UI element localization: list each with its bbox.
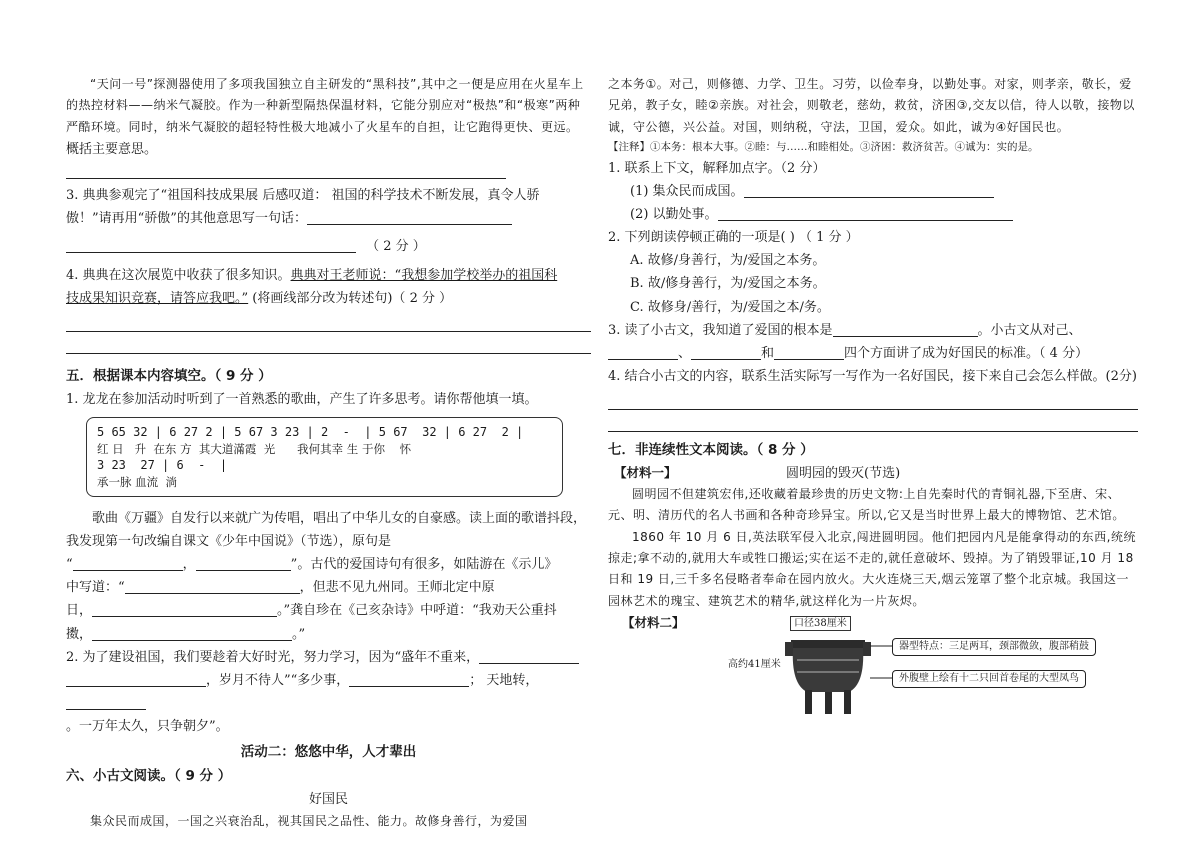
material-1-paragraph-2: 1860 年 10 月 6 日,英法联军侵入北京,闯进圆明园。他们把园内凡是能拿得动的东西,统统掠走;拿不动的,就用大车或牲口搬运;实在运不走的,就任意破坏、毁掉。为了销毁罪证,10 月 18 日和 19 日,三千多名侵略者奉命在园内放火。大火连烧三天,烟云笼罩了整个北京城。我国这一园林艺术的瑰宝、建筑艺术的精华,就这样化为一片灰烬。 (608, 529, 1136, 608)
music-score (86, 417, 563, 497)
summary-question: 概括主要意思。 (66, 138, 591, 184)
section-6-title: 六、小古文阅读。（ 9 分 ） (66, 768, 232, 785)
fill-blank-8[interactable] (349, 672, 469, 687)
section-6-q3-line1: 3. 读了小古文，我知道了爱国的根本是 。小古文从对己、 (608, 322, 1082, 338)
fill-line-3: 日， 。”龚自珍在《己亥杂诗》中呼道：“我劝天公重抖 (66, 603, 557, 619)
q1-answer-blank-2[interactable] (718, 206, 1013, 221)
fill-blank-2[interactable] (196, 556, 291, 571)
fill-line-1: “ ， ”。古代的爱国诗句有很多，如陆游在《示儿》 (66, 557, 558, 573)
classic-text-part-1: 集众民而成国，一国之兴衰治乱，视其国民之品性、能力。故修身善行，为爱国 (90, 814, 528, 829)
material-1-paragraph-1: 圆明园不但建筑宏伟,还收藏着最珍贵的历史文物:上自先秦时代的青铜礼器,下至唐、宋、元、明、清历代的名人书画和各种奇珍异宝。所以,它又是当时世界上最大的博物馆、艺术馆。 (608, 487, 1125, 523)
summary-answer-blank[interactable] (66, 164, 506, 179)
underlined-sentence-cont: 技成果知识竞赛，请答应我吧。” (66, 290, 249, 306)
section-6-q1: 1. 联系上下文，解释加点字。（2 分） (608, 160, 826, 176)
activity-2-title: 活动二：悠悠中华，人才辈出 (240, 744, 417, 761)
bronze-vessel-figure (608, 618, 1138, 728)
q3-blank-2[interactable] (608, 345, 678, 360)
q1-part-1: (1) 集众民而成国。 (608, 180, 1138, 203)
underlined-sentence: 典典对王老师说：“我想参加学校举办的祖国科 (290, 267, 558, 283)
fill-blank-4[interactable] (92, 602, 277, 617)
fill-blank-7[interactable] (66, 672, 206, 687)
q1-answer-blank-1[interactable] (744, 183, 994, 198)
fill-blank-6[interactable] (479, 649, 579, 664)
section-6-q3-line2: 、 和 四个方面讲了成为好国民的标准。（ 4 分） (608, 342, 1138, 365)
fill-blank-5[interactable] (92, 626, 292, 641)
bronze-vessel-image (783, 626, 873, 718)
fill-blank-1[interactable] (73, 556, 183, 571)
q3-answer-blank-1[interactable] (307, 210, 512, 225)
question-3-line1: 3. 典典参观完了“祖国科技成果展 后感叹道： 祖国的科学技术不断发展，真令人骄 (66, 188, 540, 204)
q3-answer-blank-2[interactable] (66, 238, 356, 253)
q4-right-answer-line-1[interactable] (608, 388, 1138, 410)
annotation-notes: 【注释】①本务：根本大事。②睦：与……和睦相处。③济困：救济贫苦。④诚为：实的是。 (608, 141, 1039, 154)
right-column (608, 74, 1138, 728)
q4-right-answer-line-2[interactable] (608, 410, 1138, 432)
q2-option-a[interactable]: A. 故修/身善行，为/爱国之本务。 (630, 253, 826, 269)
left-column (66, 74, 591, 833)
question-4: 4. 典典在这次展览中收获了很多知识。典典对王老师说：“我想参加学校举办的祖国科 技成果知识竞赛，请答应我吧。” (将画线部分改为转述句)（ 2 分 ） (66, 267, 558, 306)
material-1-title: 圆明园的毁灭(节选) (786, 466, 901, 482)
material-1-header: 【材料一】 圆明园的毁灭(节选) (608, 462, 1138, 484)
music-notes-row-1: 5 65 32 | 6 27 2 | 5 67 3 23 | 2 - | 5 67 32 | 6 27 2 | (97, 425, 524, 440)
reading-passage: “天问一号”探测器使用了多项我国独立自主研发的“黑科技”,其中之一便是应用在火星车上的热控材料——纳米气凝胶。作为一种新型隔热保温材料，它能分别应对“极热”和“极寒”两种严酷环境。同时，纳米气凝胶的超轻特性极大地减小了火星车的自担，让它跑得更快、更远。 (66, 77, 584, 134)
vessel-height-label: 高约41厘米 (728, 659, 781, 671)
question-3-line2: 傲！”请再用“骄傲”的其他意思写一句话： (66, 207, 591, 230)
vessel-caliber-label: 口径38厘米 (790, 616, 851, 631)
q4-answer-line-1[interactable] (66, 310, 591, 332)
fill-line-4: 擞， 。” (66, 626, 306, 642)
fill-blank-9[interactable] (66, 695, 146, 710)
q3-blank-1[interactable] (833, 322, 978, 337)
section-5-title: 五．根据课本内容填空。（ 9 分 ） (66, 367, 272, 384)
vessel-feature-note-1: 器型特点：三足两耳，颈部微敛，腹部稍鼓 (892, 638, 1096, 656)
q3-blank-4[interactable] (774, 345, 844, 360)
classic-text-part-2: 之本务①。对己，则修德、力学、卫生。习劳，以俭奉身，以勤处事。对家，则孝亲，敬长，爱兄弟，教子女，睦②亲族。对社会，则敬老，慈幼，救贫，济困③,交友以信，待人以敬，接物以诚，守公德，兴公益。对国，则纳税，守法，卫国，爱众。如此，诚为④好国民也。 (608, 77, 1135, 134)
question-3-line3: （ 2 分 ） (66, 235, 591, 258)
music-notes-row-2: 3 23 27 | 6 - | (97, 457, 228, 472)
song-paragraph: 歌曲《万疆》自发行以来就广为传唱，唱出了中华儿女的自豪感。读上面的歌谱抖段，我发现第一句改编自课文《少年中国说》（节选），原句是 (66, 510, 587, 549)
section-5-q1: 1. 龙龙在参加活动时听到了一首熟悉的歌曲，产生了许多思考。请你帮他填一填。 (66, 391, 538, 407)
q2-option-b[interactable]: B. 故/修身善行，为/爱国之本务。 (630, 276, 826, 292)
music-lyrics-row-2: 承一脉 血流 淌 (97, 474, 177, 489)
q5-2-line2: ，岁月不待人”“多少事， ； 天地转， (66, 669, 591, 715)
q2-option-c[interactable]: C. 故修身/善行，为/爱国之本/务。 (630, 299, 830, 315)
classic-text-title: 好国民 (308, 792, 348, 808)
section-6-q2: 2. 下列朗读停顿正确的一项是( ) （ 1 分 ） (608, 230, 859, 246)
q5-2-line3: 。一万年太久，只争朝夕”。 (66, 719, 229, 734)
q1-part-2: (2) 以勤处事。 (608, 203, 1138, 226)
music-lyrics-row-1: 红 日 升 在东 方 其大道滿霞 光 我何其幸 生 于你 怀 (97, 441, 412, 456)
q4-answer-line-2[interactable] (66, 332, 591, 354)
q3-blank-3[interactable] (691, 345, 761, 360)
section-6-q4: 4. 结合小古文的内容，联系生活实际写一写作为一名好国民，接下来自己会怎么样做。(2分) (608, 368, 1137, 384)
section-7-title: 七．非连续性文本阅读。（ 8 分 ） (608, 442, 814, 459)
material-2-label: 【材料二】 (622, 615, 685, 631)
vessel-feature-note-2: 外腹壁上绘有十二只回首卷尾的大型凤鸟 (892, 670, 1086, 688)
q5-2-line1: 2. 为了建设祖国，我们要趁着大好时光，努力学习，因为“盛年不重来， (66, 646, 591, 669)
fill-blank-3[interactable] (125, 579, 300, 594)
fill-line-2: 中写道：“ ，但悲不见九州同。王师北定中原 (66, 580, 495, 596)
